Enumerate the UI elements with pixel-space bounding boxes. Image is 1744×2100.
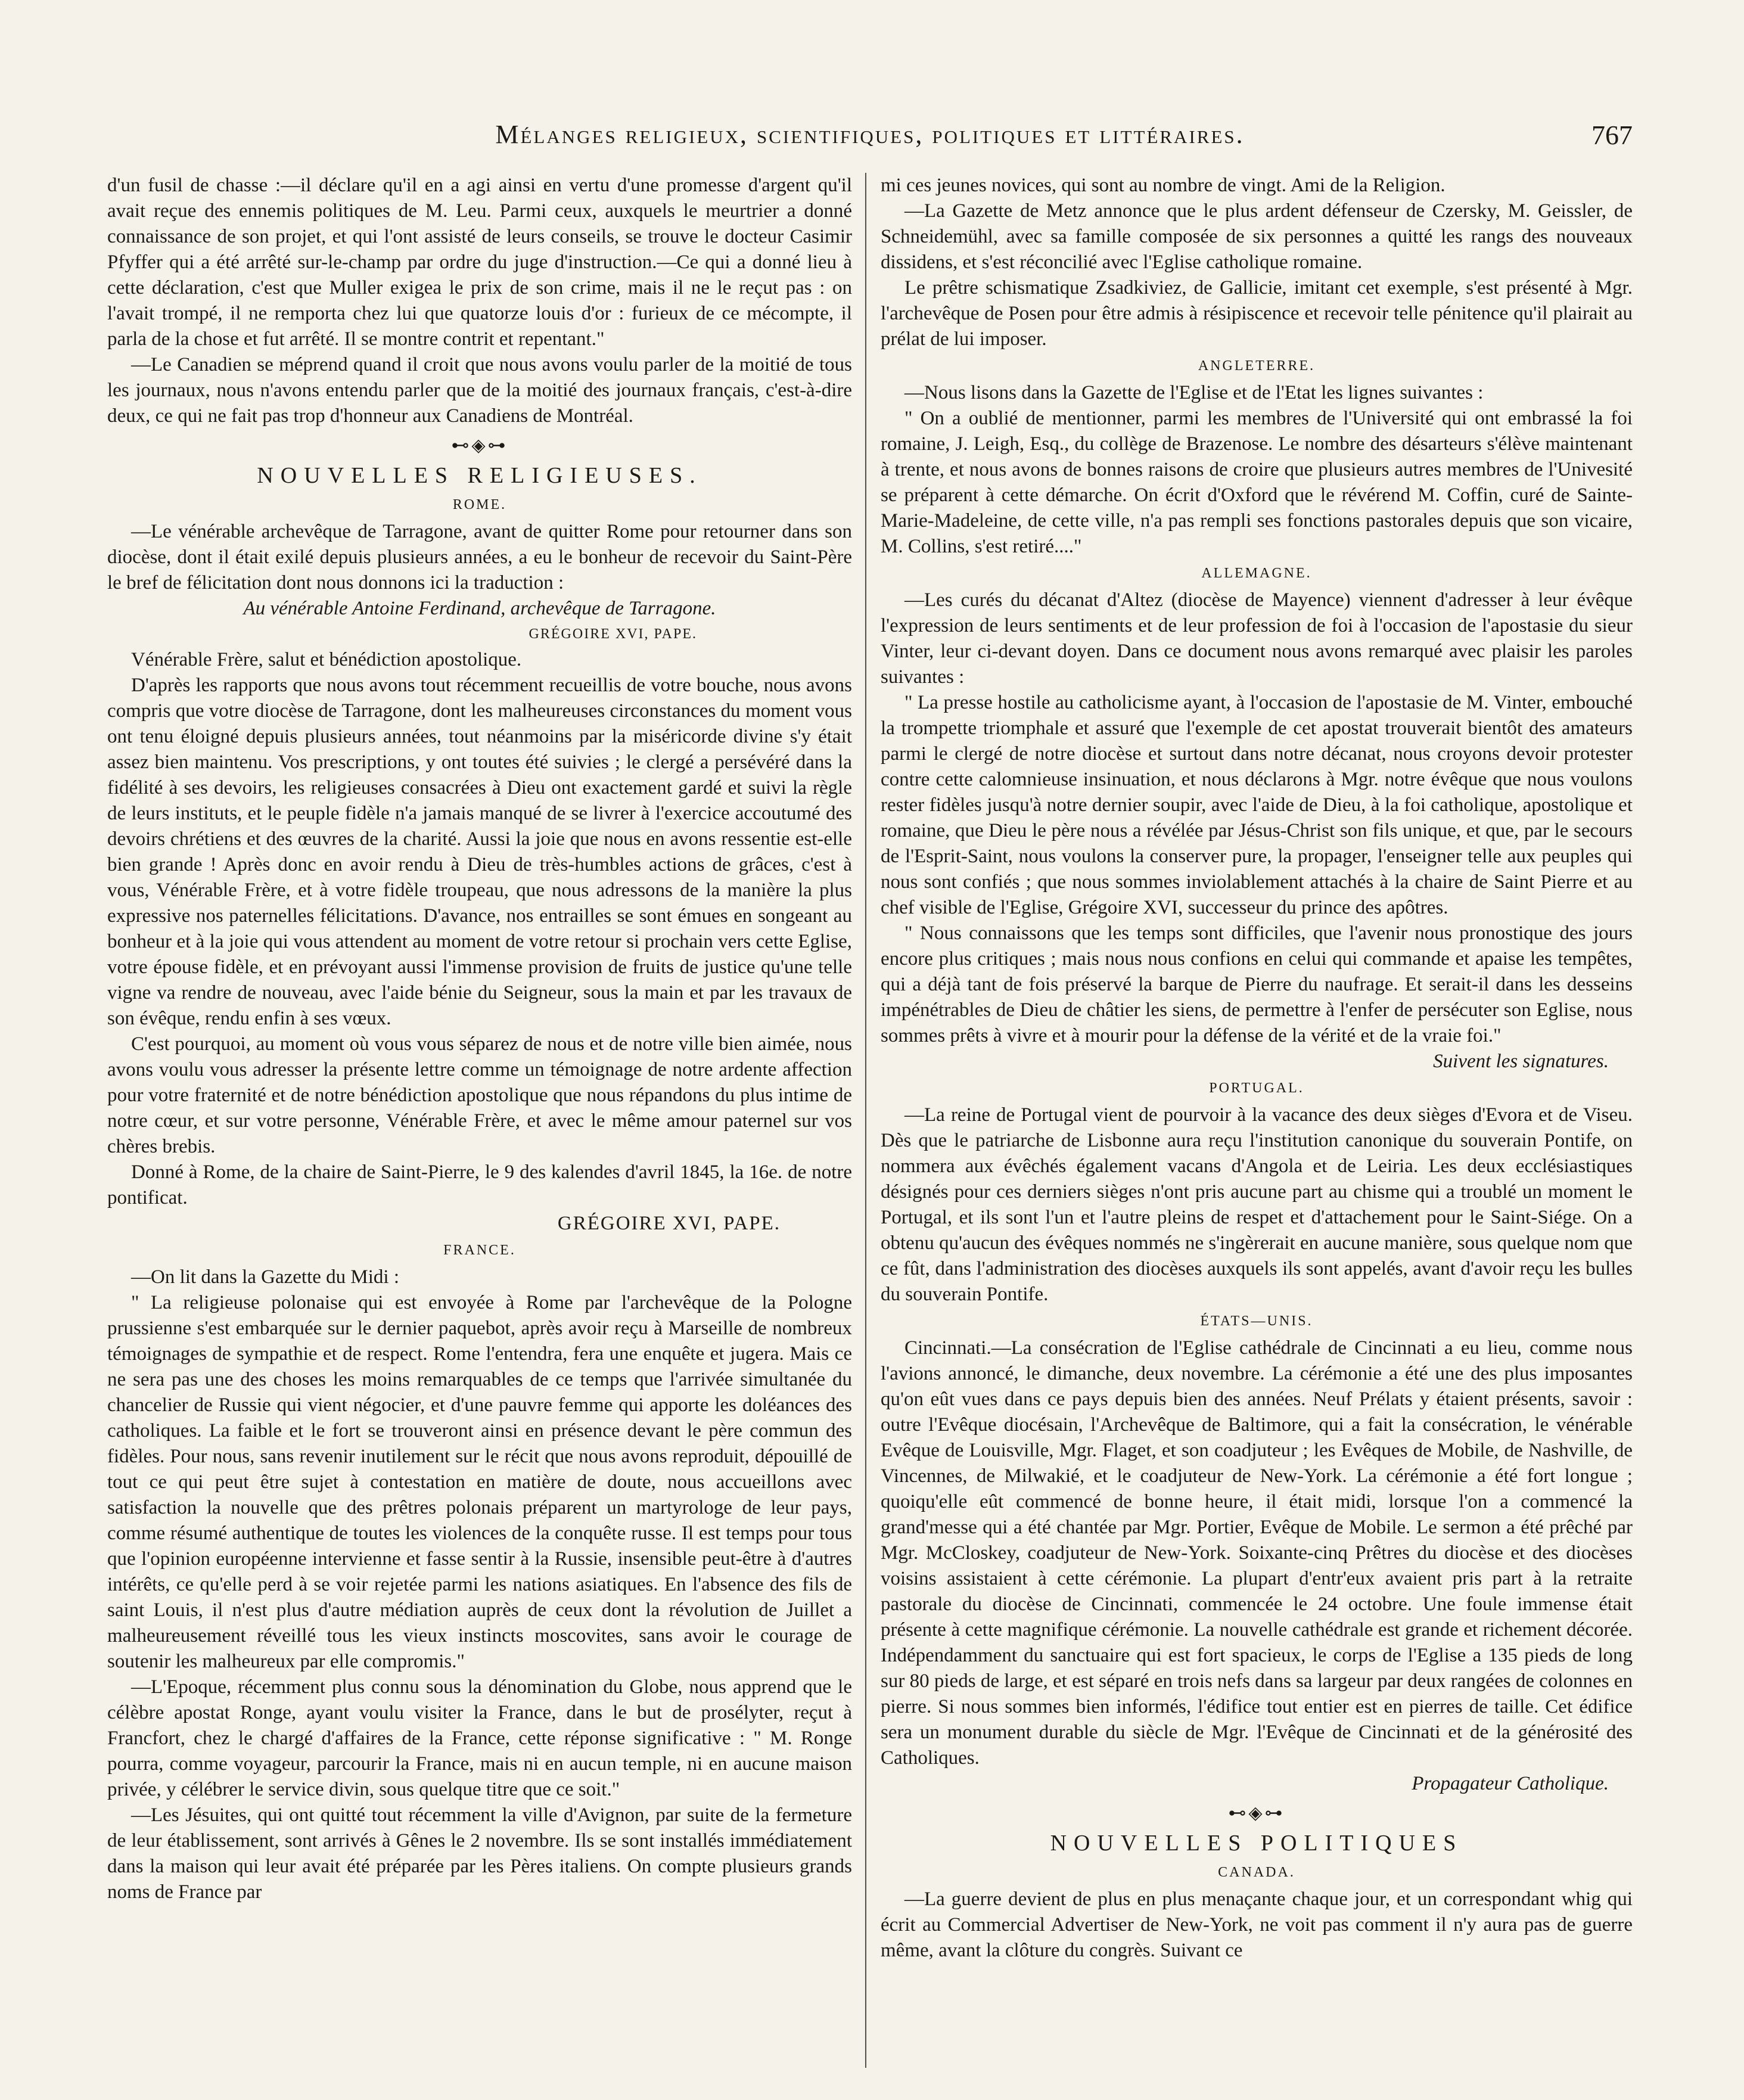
column-rule — [865, 173, 866, 2068]
paragraph: —On lit dans la Gazette du Midi : — [131, 1266, 399, 1288]
paragraph: mi ces jeunes novices, qui sont au nombre de vingt. Ami de la Religion. — [881, 175, 1445, 196]
running-head — [107, 119, 1633, 161]
paragraph: Vénérable Frère, salut et bénédiction apostolique. — [131, 649, 522, 670]
paragraph: —La Gazette de Metz annonce que le plus ardent défenseur de Czersky, M. Geissler, de Schneidemühl, avec sa famille composée de six personnes a quitté les rangs des nouveaux dissidens, et s'est réconcilié avec l'Eglise catholique romaine. — [881, 200, 1633, 273]
paragraph: " Nous connaissons que les temps sont difficiles, que l'avenir nous pronostique des jours encore plus critiques ; mais nous nous confions en celui qui commande et apaise les tempêtes, qui a déjà tant de fois préservé la barque de Pierre du naufrage. Et serait-il dans les desseins impénétrables de Dieu de châtier les siens, de permettre à l'enfer de persécuter son Eglise, nous sommes prêts à vivre et à mourir pour la défense de la vérité et de la vraie foi." — [881, 922, 1633, 1046]
paragraph: —La guerre devient de plus en plus menaçante chaque jour, et un correspondant whig qui écrit au Commercial Advertiser de New-York, ne voit pas comment il n'y aura pas de guerre même, avant la clôture du congrès. Suivant ce — [881, 1888, 1633, 1961]
page-number: 767 — [1591, 120, 1633, 150]
paragraph: " La religieuse polonaise qui est envoyée à Rome par l'archevêque de la Pologne prussienne s'est embarquée sur le dernier paquebot, après avoir reçu à Marseille de nombreux témoignages de sympathie et de respect. Rome l'entendra, fera une enquête et jugera. Mais ce ne sera pas une des choses les moins remarquables de ce temps que l'arrivée simultanée du chancelier de Russie qui vient négocier, et d'une pauvre femme qui apporte les doléances des catholiques. La faible et le fort se trouveront ainsi en présence devant le père commun des fidèles. Pour nous, sans revenir inutilement sur le récit que nous avons reproduit, dépouillé de tout ce qui peut être sujet à contestation en matière de doute, nous accueillons avec satisfaction la nouvelle que des prêtres polonais préparent un martyrologe de leur pays, comme résumé authentique de toutes les violences de la conquête russe. Il est temps pour tous que l'opinion européenne intervienne et fasse sentir à la Russie, insensible peut-être à d'autres intérêts, ce qu'elle perd à se voir rejetée parmi les nations asiatiques. En l'absence des fils de saint Louis, il n'est plus d'autre médiation auprès de ceux dont la révolution de Juillet a malheureusement réveillé tous les vieux instincts moscovites, sans avoir le courage de soutenir les malheureux par elle compromis." — [107, 1292, 852, 1672]
paragraph: —Les curés du décanat d'Altez (diocèse de Mayence) viennent d'adresser à leur évêque l'expression de leurs sentiments et de leur profession de foi à l'occasion de l'apostasie du sieur Vinter, leur ci-devant doyen. Dans ce document nous avons remarqué avec plaisir les paroles suivantes : — [881, 589, 1633, 688]
subhead-canada: CANADA. — [1218, 1865, 1295, 1880]
paragraph: —Les Jésuites, qui ont quitté tout récemment la ville d'Avignon, par suite de la fermeture de leur établissement, sont arrivés à Gênes le 2 novembre. Ils se sont installés immédiatement dans la maison qui leur avait été préparée par les Pères italiens. On compte plusieurs grands noms de France par — [107, 1804, 852, 1903]
subhead-france: FRANCE. — [443, 1242, 516, 1258]
paragraph: C'est pourquoi, au moment où vous vous séparez de nous et de notre ville bien aimée, nous avons voulu vous adresser la présente lettre comme un témoignage de notre ardente affection pour votre fraternité et de notre bénédiction apostolique que nous répandons du plus intime de notre cœur, et sur votre personne, Vénérable Frère, et avec le même amour paternel sur vos chères brebis. — [107, 1033, 852, 1157]
paragraph: Cincinnati.—La consécration de l'Eglise cathédrale de Cincinnati a eu lieu, comme nous l'avions annoncé, le dimanche, deux novembre. La cérémonie a été une des plus imposantes qu'on eût vues dans ce pays depuis bien des années. Neuf Prélats y étaient présents, savoir : outre l'Evêque diocésain, l'Archevêque de Baltimore, qui a fait la consécration, le vénérable Evêque de Louisville, Mgr. Flaget, et son coadjuteur ; les Evêques de Mobile, de Nashville, de Vincennes, de Milwakié, et le coadjuteur de New-York. La cérémonie a été fort longue ; quoiqu'elle eût commencé de bonne heure, il était midi, lorsque l'on a commencé la grand'messe qui a été chantée par Mgr. Portier, Evêque de Mobile. Le sermon a été prêché par Mgr. McCloskey, coadjuteur de New-York. Soixante-cinq Prêtres du diocèse et des diocèses voisins assistaient à cette cérémonie. La plupart d'entr'eux avaient pris part à la retraite pastorale du diocèse de Cincinnati, commencée le 24 octobre. Une foule immense était présente à cette magnifique cérémonie. La nouvelle cathédrale est grande et richement décorée. Indépendamment du sanctuaire qui est fort spacieux, le corps de l'Eglise a 135 pieds de long sur 80 pieds de large, et est séparé en trois nefs dans sa largeur par deux rangées de colonnes en pierre. Si nous sommes bien informés, l'édifice tout entier est en pierres de taille. Cet édifice sera un monument durable du siècle de Mgr. l'Evêque de Cincinnati et de la générosité des Catholiques. — [881, 1337, 1633, 1769]
pope-heading: GRÉGOIRE XVI, PAPE. — [529, 626, 697, 642]
paragraph: Donné à Rome, de la chaire de Saint-Pierre, le 9 des kalendes d'avril 1845, la 16e. de notre pontificat. — [107, 1161, 852, 1209]
paragraph: —Nous lisons dans la Gazette de l'Eglise et de l'Etat les lignes suivantes : — [904, 382, 1484, 403]
ornament-divider: ⊷◈⊶ — [451, 436, 508, 455]
paragraph: d'un fusil de chasse :—il déclare qu'il en a agi ainsi en vertu d'une promesse d'argent qu'il avait reçue des ennemis politiques de M. Leu. Parmi ceux, auxquels le meurtrier a donné connaissance de son projet, et qui l'ont assisté de leurs conseils, se trouve le docteur Casimir Pfyffer qui a été arrêté sur-le-champ par ordre du juge d'instruction.—Ce qui a donné lieu à cette déclaration, c'est que Muller exigea le prix de son crime, mais il ne le reçut pas : on l'avait trompé, il ne remporta chez lui que quatorze louis d'or : furieux de ce mécompte, il parla de la chose et fut arrêté. Il se montre contrit et repentant." — [107, 175, 852, 350]
subhead-portugal: PORTUGAL. — [1209, 1080, 1304, 1096]
subhead-germany: ALLEMAGNE. — [1201, 566, 1312, 581]
pope-signature: GRÉGOIRE XVI, PAPE. — [557, 1213, 781, 1234]
paragraph: —L'Epoque, récemment plus connu sous la dénomination du Globe, nous apprend que le célèbre apostat Ronge, ayant voulu visiter la France, dans le but de prosélyter, reçut à Francfort, chez le chargé d'affaires de la France, cette réponse significative : " M. Ronge pourra, comme voyageur, parcourir la France, mais ni en aucun temple, ni en aucune maison privée, y célébrer le service divin, sous quelque titre que ce soit." — [107, 1676, 852, 1800]
address-line: Au vénérable Antoine Ferdinand, archevêque de Tarragone. — [243, 598, 716, 619]
subhead-usa: ÉTATS—UNIS. — [1200, 1313, 1313, 1329]
paragraph: Le prêtre schismatique Zsadkiviez, de Gallicie, imitant cet exemple, s'est présenté à Mgr. l'archevêque de Posen pour être admis à résipiscence et recevoir telle pénitence qu'il plairait au prélat de lui imposer. — [881, 277, 1633, 350]
right-column — [881, 173, 1633, 2068]
subhead-england: ANGLETERRE. — [1198, 358, 1316, 374]
paragraph: —Le Canadien se méprend quand il croit que nous avons voulu parler de la moitié de tous les journaux, nous n'avons entendu parler que de la moitié des journaux français, c'est-à-dire deux, ce qui ne fait pas trop d'honneur aux Canadiens de Montréal. — [107, 354, 852, 427]
left-column — [107, 173, 852, 2068]
subhead-rome: ROME. — [452, 497, 507, 512]
ornament-divider: ⊷◈⊶ — [1228, 1803, 1285, 1823]
paragraph: —Le vénérable archevêque de Tarragone, avant de quitter Rome pour retourner dans son diocèse, dont il était exilé depuis plusieurs années, a eu le bonheur de recevoir du Saint-Père le bref de félicitation dont nous donnons ici la traduction : — [107, 521, 852, 594]
paragraph: D'après les rapports que nous avons tout récemment recueillis de votre bouche, nous avons compris que votre diocèse de Tarragone, dont les malheureuses circonstances du moment vous ont tenu éloigné depuis plusieurs années, tout néanmoins par la miséricorde divine s'y était assez bien maintenu. Vos prescriptions, y ont toutes été suivies ; le clergé a persévéré dans la fidélité à ses devoirs, les religieuses consacrées à Dieu ont exactement gardé et suivi la règle de leurs instituts, et le peuple fidèle n'a jamais manqué de se livrer à l'exercice accoutumé des devoirs chrétiens et des œuvres de la charité. Aussi la joie que nous en avons ressentie est-elle bien grande ! Après donc en avoir rendu à Dieu de très-humbles actions de grâces, c'est à vous, Vénérable Frère, et à votre fidèle troupeau, que nous adressons de la manière la plus expressive nos paternelles félicitations. D'avance, nos entrailles se sont émues en songeant au bonheur et à la joie qui vous attendent au moment de votre retour si prochain vers cette Eglise, votre épouse fidèle, et en prévoyant aussi l'immense provision de fruits de justice qu'une telle vigne va rendre de nouveau, avec l'aide bénie du Seigneur, sous la main et par les travaux de son évêque, rendu enfin à ses vœux. — [107, 675, 852, 1029]
paragraph: " On a oublié de mentionner, parmi les membres de l'Université qui ont embrassé la foi romaine, J. Leigh, Esq., du collège de Brazenose. Le nombre des désarteurs s'élève maintenant à trente, et nous avons de bonnes raisons de croire que plusieurs autres membres de l'Univesité se préparent à cette démarche. On écrit d'Oxford que le révérend M. Coffin, curé de Sainte-Marie-Madeleine, de cette ville, n'a pas rempli ses fonctions pastorales depuis que son vicaire, M. Collins, s'est retiré...." — [881, 408, 1633, 557]
section-title-political: NOUVELLES POLITIQUES — [1050, 1831, 1463, 1856]
paragraph: —La reine de Portugal vient de pourvoir à la vacance des deux sièges d'Evora et de Viseu. Dès que le patriarche de Lisbonne aura reçu l'institution canonique du souverain Pontife, on nommera aux évêchés également vacans d'Angola et de Leiria. Les deux ecclésiastiques désignés pour ces derniers sièges n'ont pris aucune part au chisme qui a troublé un moment le Portugal, et ils sont l'un et l'autre pleins de respet et d'attachement pour le Saint-Siége. On a obtenu qu'aucun des évêques nommés ne s'ingèrerait en aucune manière, sous quelque nom que ce fût, dans l'administration des diocèses auxquels ils sont appelés, avant d'avoir reçu les bulles du souverain Pontife. — [881, 1104, 1633, 1305]
section-title-religious: NOUVELLES RELIGIEUSES. — [257, 463, 702, 488]
signatures-line: Suivent les signatures. — [1433, 1051, 1609, 1072]
source-credit: Propagateur Catholique. — [1412, 1773, 1609, 1794]
running-title: Mélanges religieux, scientifiques, politiques et littéraires. — [495, 120, 1245, 149]
paragraph: " La presse hostile au catholicisme ayant, à l'occasion de l'apostasie de M. Vinter, embouché la trompette triomphale et assuré que l'exemple de cet apostat trouverait bientôt des amateurs parmi le clergé de notre diocèse et surtout dans notre décanat, nous croyons devoir protester contre cette calomnieuse insinuation, et nous déclarons à Mgr. notre évêque que nous voulons rester fidèles jusqu'à notre dernier soupir, avec l'aide de Dieu, à la foi catholique, apostolique et romaine, que Dieu le père nous a révélée par Jésus-Christ son fils unique, et que, par le secours de l'Esprit-Saint, nous voulons la conserver pure, la propager, l'enseigner telle aux peuples qui nous sont confiés ; que nous sommes inviolablement attachés à la chaire de Saint Pierre et au chef visible de l'Eglise, Grégoire XVI, successeur du prince des apôtres. — [881, 692, 1633, 918]
